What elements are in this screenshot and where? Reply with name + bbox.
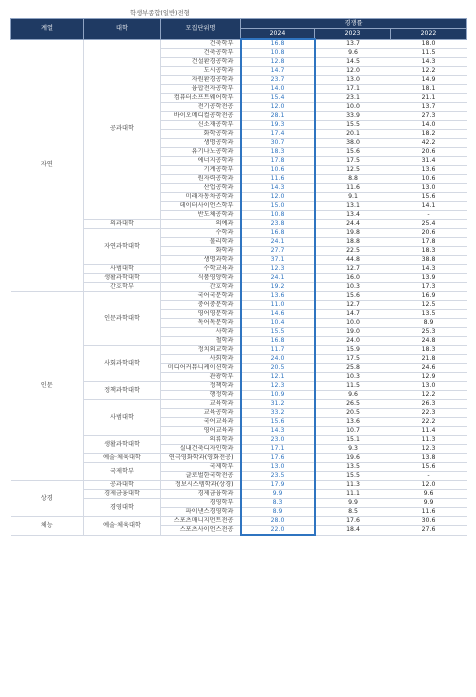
rate-2022-cell: 21.1 — [391, 94, 467, 103]
college-cell: 정책과학대학 — [84, 382, 161, 400]
rate-2023-cell: 18.8 — [315, 238, 391, 247]
rate-2022-cell: 25.3 — [391, 328, 467, 337]
rate-2023-cell: 15.1 — [315, 436, 391, 445]
header-competition-rate: 경쟁률 — [241, 19, 467, 29]
rate-2022-cell: 9.9 — [391, 499, 467, 508]
rate-2022-cell: - — [391, 211, 467, 220]
rate-2022-cell: 31.4 — [391, 157, 467, 166]
rate-2024-cell: 17.4 — [241, 130, 315, 139]
college-cell: 경영대학 — [84, 499, 161, 517]
rate-2022-cell: 17.8 — [391, 238, 467, 247]
rate-2022-cell: 12.0 — [391, 481, 467, 490]
rate-2024-cell: 17.1 — [241, 445, 315, 454]
rate-2024-cell: 22.0 — [241, 526, 315, 536]
department-cell: 정치외교학과 — [161, 346, 241, 355]
rate-2023-cell: 15.9 — [315, 346, 391, 355]
rate-2022-cell: 13.8 — [391, 454, 467, 463]
department-cell: 건축공학부 — [161, 49, 241, 58]
rate-2023-cell: 13.6 — [315, 418, 391, 427]
department-cell: 생명공학과 — [161, 139, 241, 148]
rate-2023-cell: 14.5 — [315, 58, 391, 67]
rate-2022-cell: 16.9 — [391, 292, 467, 301]
header-college: 대학 — [84, 19, 161, 40]
rate-2023-cell: 10.7 — [315, 427, 391, 436]
rate-2022-cell: 15.6 — [391, 463, 467, 472]
rate-2024-cell: 23.7 — [241, 76, 315, 85]
admission-table-panel — [10, 6, 466, 536]
rate-2023-cell: 24.0 — [315, 337, 391, 346]
rate-2022-cell: 14.3 — [391, 58, 467, 67]
rate-2023-cell: 13.0 — [315, 76, 391, 85]
college-cell: 국제학부 — [84, 463, 161, 481]
rate-2022-cell: 14.9 — [391, 76, 467, 85]
rate-2023-cell: 9.3 — [315, 445, 391, 454]
rate-2024-cell: 33.2 — [241, 409, 315, 418]
competition-rate-table — [10, 18, 467, 536]
table-row — [11, 292, 467, 301]
department-cell: 사학과 — [161, 328, 241, 337]
department-cell: 국어국문학과 — [161, 292, 241, 301]
rate-2024-cell: 15.4 — [241, 94, 315, 103]
rate-2022-cell: 22.2 — [391, 418, 467, 427]
table-row — [11, 39, 467, 49]
rate-2024-cell: 9.9 — [241, 490, 315, 499]
department-cell: 생명과학과 — [161, 256, 241, 265]
college-cell: 경제금융대학 — [84, 490, 161, 499]
rate-2023-cell: 11.3 — [315, 481, 391, 490]
rate-2023-cell: 14.7 — [315, 310, 391, 319]
rate-2024-cell: 11.7 — [241, 346, 315, 355]
header-department: 모집단위명 — [161, 19, 241, 40]
rate-2022-cell: 13.9 — [391, 274, 467, 283]
rate-2024-cell: 13.6 — [241, 292, 315, 301]
category-cell: 인문 — [11, 292, 84, 481]
header-year-2023: 2023 — [315, 29, 391, 40]
rate-2023-cell: 15.5 — [315, 472, 391, 481]
rate-2022-cell: 18.1 — [391, 85, 467, 94]
rate-2024-cell: 37.1 — [241, 256, 315, 265]
rate-2022-cell: 30.6 — [391, 517, 467, 526]
department-cell: 물리학과 — [161, 238, 241, 247]
rate-2022-cell: 20.6 — [391, 229, 467, 238]
rate-2023-cell: 13.4 — [315, 211, 391, 220]
rate-2023-cell: 26.5 — [315, 400, 391, 409]
rate-2022-cell: 12.2 — [391, 67, 467, 76]
rate-2023-cell: 24.4 — [315, 220, 391, 229]
department-cell: 바이오메디컬공학전공 — [161, 112, 241, 121]
rate-2024-cell: 17.6 — [241, 454, 315, 463]
college-cell: 의과대학 — [84, 220, 161, 229]
rate-2022-cell: 42.2 — [391, 139, 467, 148]
rate-2024-cell: 16.8 — [241, 337, 315, 346]
rate-2022-cell: 8.9 — [391, 319, 467, 328]
rate-2024-cell: 23.8 — [241, 220, 315, 229]
department-cell: 융합전자공학부 — [161, 85, 241, 94]
rate-2022-cell: 13.0 — [391, 382, 467, 391]
department-cell: 교육학과 — [161, 400, 241, 409]
rate-2023-cell: 9.6 — [315, 49, 391, 58]
rate-2023-cell: 10.3 — [315, 373, 391, 382]
rate-2024-cell: 12.8 — [241, 58, 315, 67]
rate-2022-cell: 10.6 — [391, 175, 467, 184]
header-year-2022: 2022 — [391, 29, 467, 40]
rate-2022-cell: 14.1 — [391, 202, 467, 211]
rate-2024-cell: 28.1 — [241, 112, 315, 121]
rate-2022-cell: 12.5 — [391, 301, 467, 310]
department-cell: 관광학부 — [161, 373, 241, 382]
rate-2024-cell: 12.0 — [241, 103, 315, 112]
department-cell: 의예과 — [161, 220, 241, 229]
department-cell: 화학과 — [161, 247, 241, 256]
rate-2024-cell: 14.3 — [241, 427, 315, 436]
rate-2023-cell: 12.7 — [315, 301, 391, 310]
department-cell: 사회학과 — [161, 355, 241, 364]
department-cell: 스포츠사이언스전공 — [161, 526, 241, 536]
rate-2022-cell: 12.9 — [391, 373, 467, 382]
rate-2024-cell: 19.2 — [241, 283, 315, 292]
department-cell: 경영학부 — [161, 499, 241, 508]
header-category: 계열 — [11, 19, 84, 40]
rate-2024-cell: 12.0 — [241, 193, 315, 202]
department-cell: 에너지공학과 — [161, 157, 241, 166]
department-cell: 원자력공학과 — [161, 175, 241, 184]
rate-2024-cell: 16.8 — [241, 229, 315, 238]
rate-2024-cell: 17.8 — [241, 157, 315, 166]
rate-2023-cell: 15.6 — [315, 148, 391, 157]
department-cell: 데이터사이언스학부 — [161, 202, 241, 211]
rate-2022-cell: 27.3 — [391, 112, 467, 121]
rate-2023-cell: 8.8 — [315, 175, 391, 184]
department-cell: 반도체공학과 — [161, 211, 241, 220]
rate-2023-cell: 8.5 — [315, 508, 391, 517]
college-cell: 공과대학 — [84, 481, 161, 490]
rate-2023-cell: 11.6 — [315, 184, 391, 193]
rate-2023-cell: 44.8 — [315, 256, 391, 265]
rate-2023-cell: 10.0 — [315, 319, 391, 328]
rate-2024-cell: 31.2 — [241, 400, 315, 409]
rate-2023-cell: 10.0 — [315, 103, 391, 112]
rate-2022-cell: 17.3 — [391, 283, 467, 292]
college-cell: 예술·체육대학 — [84, 517, 161, 536]
rate-2024-cell: 10.4 — [241, 319, 315, 328]
department-cell: 건축학부 — [161, 39, 241, 49]
department-cell: 산업공학과 — [161, 184, 241, 193]
department-cell: 간호학과 — [161, 283, 241, 292]
department-cell: 수학과 — [161, 229, 241, 238]
rate-2024-cell: 12.3 — [241, 382, 315, 391]
rate-2024-cell: 12.3 — [241, 265, 315, 274]
department-cell: 영어교육과 — [161, 427, 241, 436]
department-cell: 미래자동차공학과 — [161, 193, 241, 202]
rate-2024-cell: 14.7 — [241, 67, 315, 76]
college-cell: 사범대학 — [84, 265, 161, 274]
rate-2023-cell: 25.8 — [315, 364, 391, 373]
department-cell: 중어중문학과 — [161, 301, 241, 310]
department-cell: 기계공학부 — [161, 166, 241, 175]
rate-2023-cell: 17.5 — [315, 355, 391, 364]
table-row — [11, 517, 467, 526]
department-cell: 연극영화학과(영화전공) — [161, 454, 241, 463]
college-cell: 사범대학 — [84, 400, 161, 436]
rate-2024-cell: 28.0 — [241, 517, 315, 526]
rate-2022-cell: 20.6 — [391, 148, 467, 157]
rate-2022-cell: 18.3 — [391, 247, 467, 256]
rate-2022-cell: 13.0 — [391, 184, 467, 193]
department-cell: 글로벌한국학전공 — [161, 472, 241, 481]
rate-2023-cell: 12.7 — [315, 265, 391, 274]
rate-2023-cell: 23.1 — [315, 94, 391, 103]
rate-2024-cell: 12.1 — [241, 373, 315, 382]
rate-2024-cell: 30.7 — [241, 139, 315, 148]
department-cell: 국제학부 — [161, 463, 241, 472]
department-cell: 정보시스템학과(상경) — [161, 481, 241, 490]
rate-2024-cell: 23.5 — [241, 472, 315, 481]
department-cell: 영어영문학과 — [161, 310, 241, 319]
rate-2022-cell: 11.3 — [391, 436, 467, 445]
rate-2022-cell: 12.3 — [391, 445, 467, 454]
header-row-1 — [11, 19, 467, 29]
rate-2023-cell: 9.1 — [315, 193, 391, 202]
rate-2022-cell: 15.6 — [391, 193, 467, 202]
rate-2024-cell: 14.3 — [241, 184, 315, 193]
rate-2023-cell: 19.6 — [315, 454, 391, 463]
rate-2023-cell: 11.5 — [315, 382, 391, 391]
rate-2022-cell: 13.6 — [391, 166, 467, 175]
rate-2023-cell: 9.9 — [315, 499, 391, 508]
department-cell: 화학공학과 — [161, 130, 241, 139]
department-cell: 유기나노공학과 — [161, 148, 241, 157]
college-cell: 예술·체육대학 — [84, 454, 161, 463]
department-cell: 자원환경공학과 — [161, 76, 241, 85]
rate-2022-cell: 11.5 — [391, 49, 467, 58]
rate-2022-cell: 18.2 — [391, 130, 467, 139]
department-cell: 국어교육과 — [161, 418, 241, 427]
rate-2022-cell: 14.3 — [391, 265, 467, 274]
rate-2022-cell: 27.6 — [391, 526, 467, 536]
rate-2023-cell: 22.5 — [315, 247, 391, 256]
department-cell: 전기공학전공 — [161, 103, 241, 112]
rate-2024-cell: 15.0 — [241, 202, 315, 211]
rate-2023-cell: 15.5 — [315, 121, 391, 130]
rate-2023-cell: 10.3 — [315, 283, 391, 292]
rate-2024-cell: 10.6 — [241, 166, 315, 175]
rate-2024-cell: 23.0 — [241, 436, 315, 445]
rate-2023-cell: 38.0 — [315, 139, 391, 148]
rate-2024-cell: 14.0 — [241, 85, 315, 94]
department-cell: 도시공학과 — [161, 67, 241, 76]
rate-2024-cell: 17.9 — [241, 481, 315, 490]
rate-2022-cell: 21.8 — [391, 355, 467, 364]
department-cell: 식품영양학과 — [161, 274, 241, 283]
rate-2024-cell: 20.5 — [241, 364, 315, 373]
department-cell: 컴퓨터소프트웨어학부 — [161, 94, 241, 103]
rate-2023-cell: 12.5 — [315, 166, 391, 175]
rate-2024-cell: 16.8 — [241, 39, 315, 49]
department-cell: 의류학과 — [161, 436, 241, 445]
department-cell: 경제금융학과 — [161, 490, 241, 499]
rate-2024-cell: 14.6 — [241, 310, 315, 319]
college-cell: 공과대학 — [84, 39, 161, 220]
rate-2024-cell: 24.0 — [241, 355, 315, 364]
rate-2023-cell: 15.6 — [315, 292, 391, 301]
rate-2023-cell: 13.1 — [315, 202, 391, 211]
rate-2024-cell: 11.6 — [241, 175, 315, 184]
college-cell: 자연과학대학 — [84, 229, 161, 265]
rate-2023-cell: 13.5 — [315, 463, 391, 472]
department-cell: 수학교육과 — [161, 265, 241, 274]
rate-2023-cell: 33.9 — [315, 112, 391, 121]
rate-2023-cell: 19.0 — [315, 328, 391, 337]
rate-2024-cell: 8.3 — [241, 499, 315, 508]
rate-2022-cell: 25.4 — [391, 220, 467, 229]
rate-2022-cell: 26.3 — [391, 400, 467, 409]
rate-2024-cell: 8.9 — [241, 508, 315, 517]
rate-2022-cell: - — [391, 472, 467, 481]
rate-2024-cell: 15.6 — [241, 418, 315, 427]
table-body — [11, 39, 467, 535]
department-cell: 미디어커뮤니케이션학과 — [161, 364, 241, 373]
college-cell: 생활과학대학 — [84, 274, 161, 283]
rate-2023-cell: 17.5 — [315, 157, 391, 166]
rate-2024-cell: 11.0 — [241, 301, 315, 310]
rate-2022-cell: 12.2 — [391, 391, 467, 400]
rate-2022-cell: 9.6 — [391, 490, 467, 499]
department-cell: 실내건축디자인학과 — [161, 445, 241, 454]
rate-2023-cell: 17.1 — [315, 85, 391, 94]
rate-2023-cell: 17.6 — [315, 517, 391, 526]
rate-2023-cell: 11.1 — [315, 490, 391, 499]
department-cell: 철학과 — [161, 337, 241, 346]
rate-2022-cell: 24.6 — [391, 364, 467, 373]
college-cell: 사회과학대학 — [84, 346, 161, 382]
rate-2024-cell: 19.3 — [241, 121, 315, 130]
department-cell: 교육공학과 — [161, 409, 241, 418]
rate-2024-cell: 10.8 — [241, 49, 315, 58]
rate-2022-cell: 38.8 — [391, 256, 467, 265]
rate-2022-cell: 14.0 — [391, 121, 467, 130]
rate-2022-cell: 18.3 — [391, 346, 467, 355]
rate-2022-cell: 24.8 — [391, 337, 467, 346]
department-cell: 스포츠매니지먼트전공 — [161, 517, 241, 526]
department-cell: 건설환경공학과 — [161, 58, 241, 67]
college-cell: 생활과학대학 — [84, 436, 161, 454]
table-row — [11, 481, 467, 490]
rate-2023-cell: 20.1 — [315, 130, 391, 139]
college-cell: 간호학부 — [84, 283, 161, 292]
rate-2022-cell: 18.0 — [391, 39, 467, 49]
rate-2024-cell: 24.1 — [241, 238, 315, 247]
rate-2023-cell: 20.5 — [315, 409, 391, 418]
admission-type-label: 학생부종합(일반)전형 — [130, 10, 190, 17]
rate-2022-cell: 11.4 — [391, 427, 467, 436]
rate-2022-cell: 13.7 — [391, 103, 467, 112]
rate-2024-cell: 10.9 — [241, 391, 315, 400]
rate-2024-cell: 24.1 — [241, 274, 315, 283]
rate-2024-cell: 10.8 — [241, 211, 315, 220]
rate-2023-cell: 13.7 — [315, 39, 391, 49]
rate-2023-cell: 12.0 — [315, 67, 391, 76]
department-cell: 행정학과 — [161, 391, 241, 400]
table-caption — [10, 6, 466, 18]
rate-2024-cell: 13.0 — [241, 463, 315, 472]
category-cell: 자연 — [11, 39, 84, 292]
rate-2023-cell: 9.6 — [315, 391, 391, 400]
rate-2022-cell: 22.3 — [391, 409, 467, 418]
college-cell: 인문과학대학 — [84, 292, 161, 346]
category-cell: 상경 — [11, 481, 84, 517]
department-cell: 독어독문학과 — [161, 319, 241, 328]
rate-2024-cell: 15.5 — [241, 328, 315, 337]
rate-2023-cell: 18.4 — [315, 526, 391, 536]
rate-2023-cell: 16.0 — [315, 274, 391, 283]
category-cell: 체능 — [11, 517, 84, 536]
rate-2023-cell: 19.8 — [315, 229, 391, 238]
rate-2024-cell: 27.7 — [241, 247, 315, 256]
rate-2024-cell: 18.3 — [241, 148, 315, 157]
header-year-2024: 2024 — [241, 29, 315, 40]
rate-2022-cell: 11.6 — [391, 508, 467, 517]
rate-2022-cell: 13.5 — [391, 310, 467, 319]
department-cell: 정책학과 — [161, 382, 241, 391]
department-cell: 파이낸스경영학과 — [161, 508, 241, 517]
department-cell: 신소재공학부 — [161, 121, 241, 130]
